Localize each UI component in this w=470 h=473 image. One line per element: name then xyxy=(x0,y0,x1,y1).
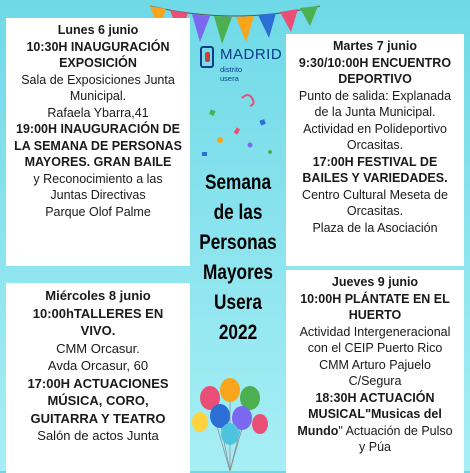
wednesday-address-1: Avda Orcasur, 60 xyxy=(47,358,149,373)
wednesday-event-2: 17:00H ACTUACIONES MÚSICA, CORO, GUITARRA Y TEATRO xyxy=(27,375,169,426)
event-title xyxy=(199,168,278,348)
thursday-event-2-detail: " Actuación de Pulso y Púa xyxy=(338,423,453,454)
wednesday-day: Miércoles 8 junio xyxy=(45,288,151,303)
wednesday-venue-2: Salón de actos Junta xyxy=(37,428,159,443)
monday-card xyxy=(6,18,190,266)
monday-venue-1: Sala de Exposiciones Junta Municipal. xyxy=(21,72,175,103)
thursday-event-2-title: 18:30H ACTUACIÓN MUSICAL"Musicas del Mundo xyxy=(297,390,442,438)
tuesday-address-2: Plaza de la Asociación xyxy=(312,220,438,235)
monday-event-1: 10:30H INAUGURACIÓN EXPOSICIÓN xyxy=(26,39,170,70)
tuesday-meeting-point: Punto de salida: Explanada de la Junta Municipal. xyxy=(298,88,452,119)
thursday-venue-1: CMM Arturo Pajuelo C/Segura xyxy=(319,357,431,388)
thursday-card xyxy=(286,270,464,473)
logo-distrito xyxy=(220,65,242,83)
title-line-2: de las xyxy=(213,201,263,224)
thursday-detail-1: Actividad Intergeneracional con el CEIP Puerto Rico xyxy=(299,324,451,355)
monday-address-1: Rafaela Ybarra,41 xyxy=(47,105,149,120)
title-line-6: 2022 xyxy=(218,321,258,344)
title-line-5: Usera xyxy=(214,291,262,314)
title-line-3: Personas xyxy=(199,231,277,254)
title-line-1: Semana xyxy=(204,171,272,194)
wednesday-card xyxy=(6,283,190,473)
logo-madrid: MADRID xyxy=(220,46,283,63)
thursday-day: Jueves 9 junio xyxy=(331,275,419,289)
madrid-emblem-icon xyxy=(200,46,214,68)
tuesday-venue-1: Actividad en Polideportivo Orcasitas. xyxy=(303,121,447,152)
tuesday-day: Martes 7 junio xyxy=(332,39,418,53)
monday-event-2: 19:00H INAUGURACIÓN DE LA SEMANA DE PERSONAS MAYORES. GRAN BAILE xyxy=(14,122,182,169)
thursday-event-1: 10:00H PLÁNTATE EN EL HUERTO xyxy=(300,291,450,322)
title-line-4: Mayores xyxy=(203,261,273,284)
tuesday-event-2: 17:00H FESTIVAL DE BAILES Y VARIEDADES. xyxy=(302,154,448,185)
logo-district-name: usera xyxy=(220,74,239,83)
tuesday-event-1: 9:30/10:00H ENCUENTRO DEPORTIVO xyxy=(298,55,452,86)
tuesday-card xyxy=(286,34,464,266)
balloons-decoration xyxy=(180,372,280,471)
monday-venue-2: Parque Olof Palme xyxy=(45,204,151,219)
wednesday-venue-1: CMM Orcasur. xyxy=(56,340,140,356)
madrid-logo xyxy=(200,44,283,84)
logo-distrito-word: distrito xyxy=(220,65,243,74)
confetti-decoration xyxy=(190,90,286,170)
wednesday-event-1: 10:00hTALLERES EN VIVO. xyxy=(32,305,164,338)
monday-day: Lunes 6 junio xyxy=(57,23,139,37)
thursday-event-2 xyxy=(294,390,456,456)
tuesday-venue-2: Centro Cultural Meseta de Orcasitas. xyxy=(302,187,448,218)
monday-detail-2: y Reconocimiento a las Juntas Directivas xyxy=(33,171,163,202)
